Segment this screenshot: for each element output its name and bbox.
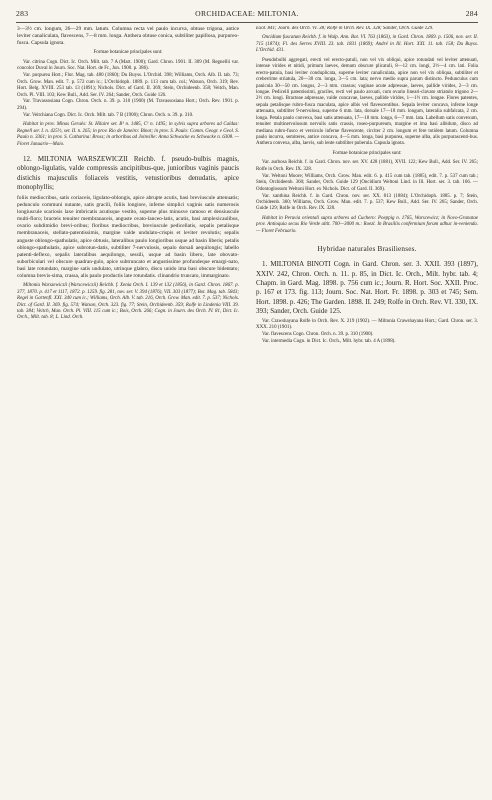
formae-heading-right: Formae botanicae principales sunt: xyxy=(332,150,402,156)
variety-weltoni: Var. Weltoni Moore; Williams, Orch. Grow. Man. edit. 6. p. 415 cum tab. (1885), edit. 7. p. 537 cum tab.; Stein, Orchideenb. 360; Sander, Orch. Guide 129 (Oncidium Weltoni Lind. in Ill. Hort. ser. 3. tab. 166. — Odontoglossum Weltoni Hort. ex Nichols. Dict. of Gard. II. 369). xyxy=(256,173,478,192)
variety-travassosiana: Var. Travassosiana Cogn. Chron. Orch. n. 39. p. 310 (1900) (M. Travassosiana Hort.; Orch. Rev. 1901. p. 294). xyxy=(17,99,239,111)
species-detail-description: Pseudobulbi aggregati, erecti vel erecto-patuli, non vel vix obliqui, apice rotundati vel leviter attenuati, intense virides et nitidi, primum laeves, demum obscure plicatuli, 8—12 cm. longi, 2½—4 cm. lati. Folia erecto-patula, basi leviter conduplicata, superne leviter canaliculata, apice non vel vix obliqua, subtiliter et creberrime striatula, 20—30 cm. longa, 3—5 cm. lata; nervo medio supra parum distincto. Pedunculus cum panicula 30—50 cm. longus, 2—3 mm. crassus; vaginae acute adpressae, laeves, pallide virides, 2—3 cm. longae. Pedicelli patentissimi, graciles, recti vel paulo arcuati, cum ovario lineari-clavato striatulo trigono 2—2½ cm. longi. Bracteae adpressae, valde concavae, laeves, pallide virides, 1—1½ cm. longae. Flores patentes, sepala petalisque rubro-fusca maculata, apice albis vel flavescentibus. Sepala leviter concava, inferne longe attenuata, subtiliter 9-nervulosa, superne 6 mm. lata, dorsale 17—18 mm. longum, lateralia subfalcata, 2 cm. longa. Petala paulo convexa, basi satis attenuata, 17—18 mm. longa, 6—7 mm. lata. Labellum satis convexum, tenuiter multinervulosum nervulis satis crassis, roseo-purpureum, margine et ima basi albidum, disco ad mediana rubro-fusco et versiculo inferne flavescente, circiter 2 cm. longum et fere totidem latum. Columna paulo incurva, semiteres, antice concava, 4—5 mm. longa, basi purpurea, superne alba, alis purpurascenti-bus. Anthera convexa, alba, laevis, sub lente subtiliter puberula. Capsula ignota. xyxy=(256,57,478,147)
left-page-number: 283 xyxy=(16,9,29,18)
right-page-number: 284 xyxy=(465,9,478,18)
running-title: ORCHIDACEAE: MILTONIA. xyxy=(195,9,299,18)
page-header xyxy=(16,9,478,21)
hybrid-variety-flavescens: Var. flavescens Cogn. Chron. Orch. n. 39. p. 310 (1900). xyxy=(262,332,374,338)
hybrid-variety-intermedia: Var. intermedia Cogn. in Dict. Ic. Orch., Milt. hybr. tab. 4 A (1898). xyxy=(262,339,396,345)
habitat-paragraph: Habitat in prov. Minas Geraës: St. Hilaire ser. B¹ n. 1485, C¹ n. 1495; in sylvis supra arbores ad Caldas: Regnell ser. I. n. 425½, ser. II. n. 265; in prov. Rio de Janeiro: Binot; in prov. S. Paulo: Comm. Geogr. e Geol. S. Paulo n. 3361; in prov. S. Catharina: Bross; in arboribus ad Joinville: Anna Schwacke ex Schwacke n. 6308. — Floret Januario—Maio. xyxy=(17,122,239,147)
formae-heading: Formae botanicae principales sunt: xyxy=(93,50,163,56)
hybrid-title: 1. MILTONIA BINOTI Cogn. in Gard. Chron. ser. 3. XXII. 393 (1897), XXIV. 242, Chron. Orch. n. 11. p. 85, in Dict. Ic. Orch., Milt. hybr. tab. 4; Chapm. in Gard. Mag. 1898. p. 756 cum ic.; Journ. R. Hort. Soc. XXII. Proc. p. 167 et 173. fig. 113; Journ. Soc. Nat. Hort. Fr. 1898. p. 303 et 745; Sem. Hort. 1898. p. 426; The Garden. 1898. II. 249; Rolfe in Orch. Rev. VI. 330, IX. 393; Sander, Orch. Guide 125. xyxy=(256,260,478,316)
variety-purpurea: Var. purpurea Hort.; Flor. Mag. tab. 480 (1860); Du Buyss. L'Orchid. 398; Williams, Orch. Alb. II. tab. 73; Orch. Grow. Man. edit. 7. p. 572 cum ic.; L'Orchidoph. 1889. p. 113 cum tab. col.; Watson, Orch. 319; Rev. Hort. Belg. XVIII. 253 tab. 13 (1891); Nichols. Dict. of Gard. II. 369; Stein, Orchideenb. 358; Veitch, Man. Orch. Pl. VIII. 103; Kew Bull., Add. Ser. IV. 264; Sander, Orch. Guide 126. xyxy=(17,73,239,98)
references-continued: Exot. 841; Journ. des Orch. VI. 38; Rolfe in Orch. Rev. IX. 328; Sander, Orch. Guide 129. xyxy=(256,26,434,31)
variety-veitchiana: Var. Veitchiana Cogn. Dict. Ic. Orch. Milt. tab. 7 B (1900); Chron. Orch. n. 39. p. 310. xyxy=(23,112,194,118)
header-rule xyxy=(16,22,478,23)
section-title-hybrids: Hybridae naturales Brasilienses. xyxy=(317,245,417,254)
species-references: Miltonia Warszewiczii (Warscewiczii) Reichb. f. Xenia Orch. I. 139 et 132 (1856), in Gard. Chron. 1867. p. 377, 1870. p. 417 et 1117, 1872. p. 1259. fig. 281, nov. ser. V. 394 (1876), VII. 303 (1877); Bot. Mag. tab. 5843; Regel in Gartenfl. XXI. 340 cum ic.; Williams, Orch. Alb. V. tab. 216, Orch. Grow. Man. edit. 7. p. 537; Nichols. Dict. of Gard. II. 369. fig. 574; Watson, Orch. 323. fig. 77; Stein, Orchideenb. 359; Rolfe in Lindenia VIII. 39. tab. 384; Veitch, Man. Orch. Pl. VIII. 115 cum ic.; Bois, Orch. 266; Cogn. in Journ. des Orch. IV. 81, Dict. Ic. Orch., Milt. tab. 8; L. Lind. Orch. xyxy=(17,283,239,321)
variety-citrina: Var. citrina Cogn. Dict. Ic. Orch. Milt. tab. 7 A (Mart. 1900); Gard. Chron. 1901. II. 309 (M. Regnellii var. concolor Duval in Journ. Soc. Nat. Hort. de Fr., Jun. 1900. p. 386). xyxy=(17,59,239,72)
description-end: 3—3½ cm. longum, 26—29 mm. latum. Columna recta vel paulo incurva, obtuse trigona, antice leviter canaliculata, flavescens, 7—8 mm. longa. Anthera obtuse conica, subtiliter papillosa, purpureo-fusca. Capsula ignota. xyxy=(17,26,239,47)
left-column xyxy=(17,26,239,792)
habitat-right: Habitat in Peruvia orientali supra arbores ad Cuchero: Poeppig n. 1765, Warscewicz; in Novo-Granatae prov. Antioquia secus Rio Verde altit. 700—3000 m.: Roezl. In Brasiliis confermium forum adhuc in-venienda. — Floret Februario. xyxy=(256,215,478,234)
hybrid-variety-crawshayana: Var. Crawshayana Rolfe in Orch. Rev. X. 219 (1902). — Miltonia Crawshayana Hort.; Gard. Chron. ser. 3. XXX. 210 (1901). xyxy=(256,318,478,331)
synonym-paragraph: Oncidium fuscatum Reichb. f. in Walp. Ann. Bot. VI. 763 (1863), in Gard. Chron. 1869. p. 1506, nov. ser. II. 715 (1874); Fl. des Serres XVIII. 23. tab. 1831 (1869); André in Ill. Hort. XXI. 11. tab. 158; Du Buyss. L'Orchid. 431. xyxy=(256,35,478,54)
species-description: foliis mediocribus, satis coriaceis, ligulato-oblongis, apice abrupte acutis, basi breviuscule attenuatis; pedunculo communi nutante, satis gracili, foliis longiore, inferne simplici vaginis satis numerosis longiuscule scariosis laxe imbricatis acutisque vestito, superne plus minusve ramoso et densiuscule multi-floro; bracteis tenuiter membranaceis, anguste ovato-lanceo-latis, acutis, basi amplexicaulibus, ovario subdimidio brevi-oribus; floribus mediocribus, breviuscule pedicellatis, sepalis petalisque membranaceis, stellato-patentissimis, margine valde undulato-crispis et leviter revolutis; sepalis anguste oblongo-spathulatis, apice obtusis, lateralibus paulo longioribus usque ad basin liberis; petalis oblongo-spathulatis, apice subrotun-datis, subtiliter 7-nervulosis, sepalo dorsali aequilongis; labello patenti-deflexo, sepalis lateralibus aequilongo, sessili, usque ad basin libero, late obovato-suborbiculari vel obscure quadran-gulo, apice subtruncato et angustissime profundeque emargi-nato, basi late rotundato, margine satis undulato, utrinque glabro, disco unido ima basi obscure bidentato; columna brevis-sima, crassa, alis paulo productis late rotundatis. clinandrio truncato, immarginato. xyxy=(17,194,239,280)
species-title: 12. MILTONIA WARSZEWICZII Reichb. f. pseudo-bulbis magnis, oblongo-ligulatis, valde compressis ancipitibus-que, junioribus vaginis paucis distichis majusculis foliaceis vestitis, vetustioribus denudatis, apice monophyllis; xyxy=(17,155,239,192)
right-column xyxy=(256,26,478,792)
variety-aurbosa: Var. aurbosa Reichb. f. in Gard. Chron. nov. ser. XV. 428 (1881), XVII. 122; Kew Bull., Add. Ser. IV. 265; Rolfe in Orch. Rev. IX. 328. xyxy=(256,160,478,172)
variety-xanthina: Var. xanthina Reichb. f. in Gard. Chron. nov. ser. XX. 813 (1884); L'Orchidoph. 1885. p. 7; Stein, Orchideenb. 360; Williams, Orch. Grow. Man. edit. 7. p. 537; Kew Bull., Add. Ser. IV. 265; Sander, Orch. Guide 129; Rolfe in Orch. Rev. IX. 328. xyxy=(256,193,478,212)
